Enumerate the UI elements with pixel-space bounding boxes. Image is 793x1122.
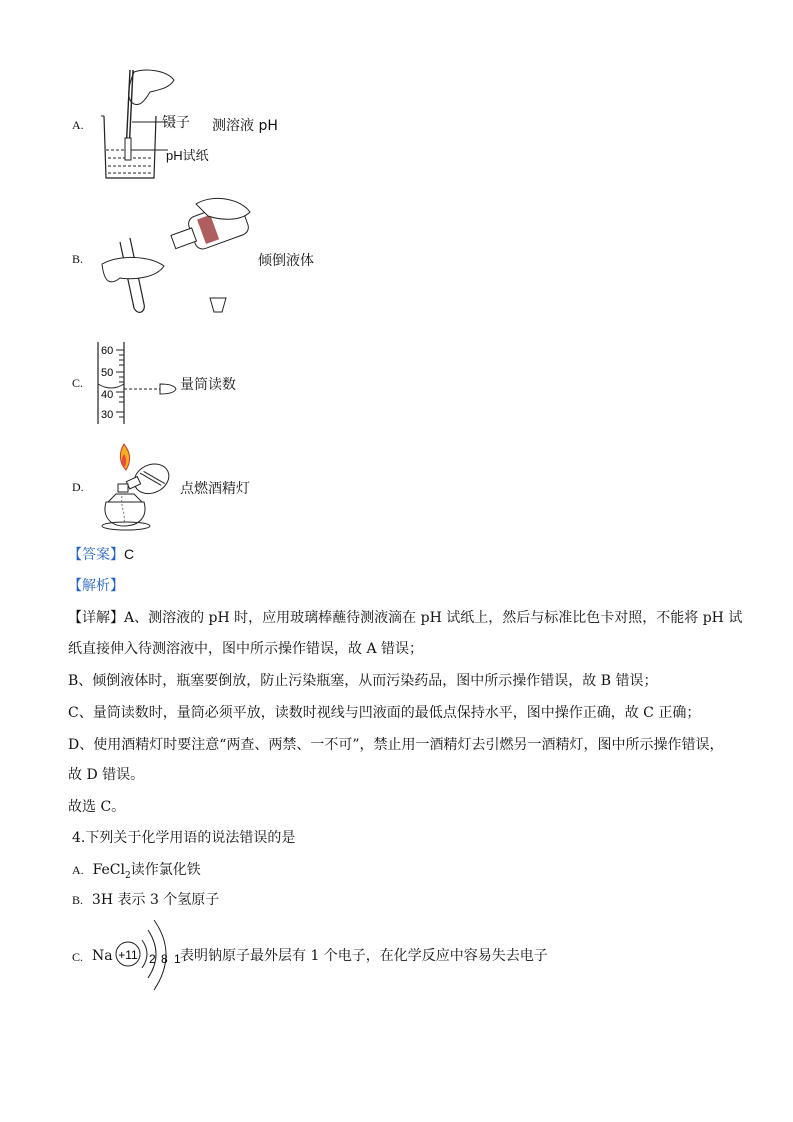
- tick-60: 60: [101, 345, 114, 357]
- sodium-atom-structure: [112, 918, 188, 994]
- option-c-caption: 量筒读数: [180, 377, 236, 393]
- q4-option-a-subscript: 2: [125, 870, 131, 881]
- detail-line-7: 故选 C。: [68, 799, 126, 815]
- q4-option-b: [72, 890, 219, 910]
- option-c-letter: C.: [72, 376, 84, 390]
- q4-option-c-text: 表明钠原子最外层有 1 个电子，在化学反应中容易失去电子: [180, 948, 548, 964]
- tick-30: 30: [101, 409, 114, 421]
- sodium-symbol: Na: [92, 948, 113, 964]
- option-b-caption: 倾倒液体: [258, 253, 314, 269]
- q4-option-a-letter: A.: [72, 863, 84, 877]
- detail-line-6: 故 D 错误。: [68, 767, 145, 783]
- nucleus-charge: +11: [118, 948, 138, 962]
- q4-option-b-letter: B.: [72, 893, 84, 907]
- tick-50: 50: [101, 367, 114, 379]
- detail-line-4: C、量筒读数时，量筒必须平放，读数时视线与凹液面的最低点保持水平，图中操作正确，故 C 正确；: [68, 705, 701, 721]
- shell-3-electrons: 1: [174, 952, 181, 966]
- detail-line-3: B、倾倒液体时，瓶塞要倒放，防止污染瓶塞，从而污染药品，图中所示操作错误，故 B 错误；: [68, 673, 658, 689]
- shell-1-electrons: 2: [149, 952, 156, 966]
- option-d-letter: D.: [72, 480, 84, 494]
- tweezers-label: 镊子: [162, 114, 190, 130]
- option-d-caption: 点燃酒精灯: [180, 481, 250, 497]
- shell-2-electrons: 8: [161, 952, 168, 966]
- light-lamp-illustration: [96, 440, 180, 532]
- q4-option-b-text: 3H 表示 3 个氢原子: [91, 892, 220, 908]
- analysis-label: 【解析】: [68, 578, 124, 594]
- answer-row: [68, 544, 134, 564]
- option-a-caption: 测溶液 pH: [212, 118, 278, 134]
- option-a-letter: A.: [72, 118, 84, 132]
- cylinder-reading-illustration: [94, 340, 184, 426]
- question-4-stem: 4.下列关于化学用语的说法错误的是: [72, 830, 296, 846]
- answer-label: 【答案】: [68, 547, 124, 563]
- option-b-letter: B.: [72, 252, 84, 266]
- eye-icon: [160, 384, 176, 394]
- q4-option-c-letter: C.: [72, 950, 84, 964]
- pour-liquid-illustration: [100, 194, 260, 318]
- q4-option-a: [72, 860, 201, 886]
- q4-option-a-formula: FeCl: [92, 862, 126, 878]
- ph-paper-label: pH试纸: [166, 148, 209, 163]
- q4-option-a-text: 读作氯化铁: [130, 862, 201, 878]
- tick-40: 40: [101, 389, 114, 401]
- detail-line-5: D、使用酒精灯时要注意“两查、两禁、一不可”，禁止用一酒精灯去引燃另一酒精灯，图中所示操作错误，: [68, 737, 724, 753]
- ph-test-illustration: [96, 66, 226, 184]
- answer-value: C: [124, 546, 135, 562]
- detail-line-1: 【详解】A、测溶液的 pH 时，应用玻璃棒蘸待测液滴在 pH 试纸上，然后与标准比色卡对照，不能将 pH 试: [68, 610, 743, 626]
- detail-line-2: 纸直接伸入待测溶液中，图中所示操作错误，故 A 错误；: [68, 641, 424, 657]
